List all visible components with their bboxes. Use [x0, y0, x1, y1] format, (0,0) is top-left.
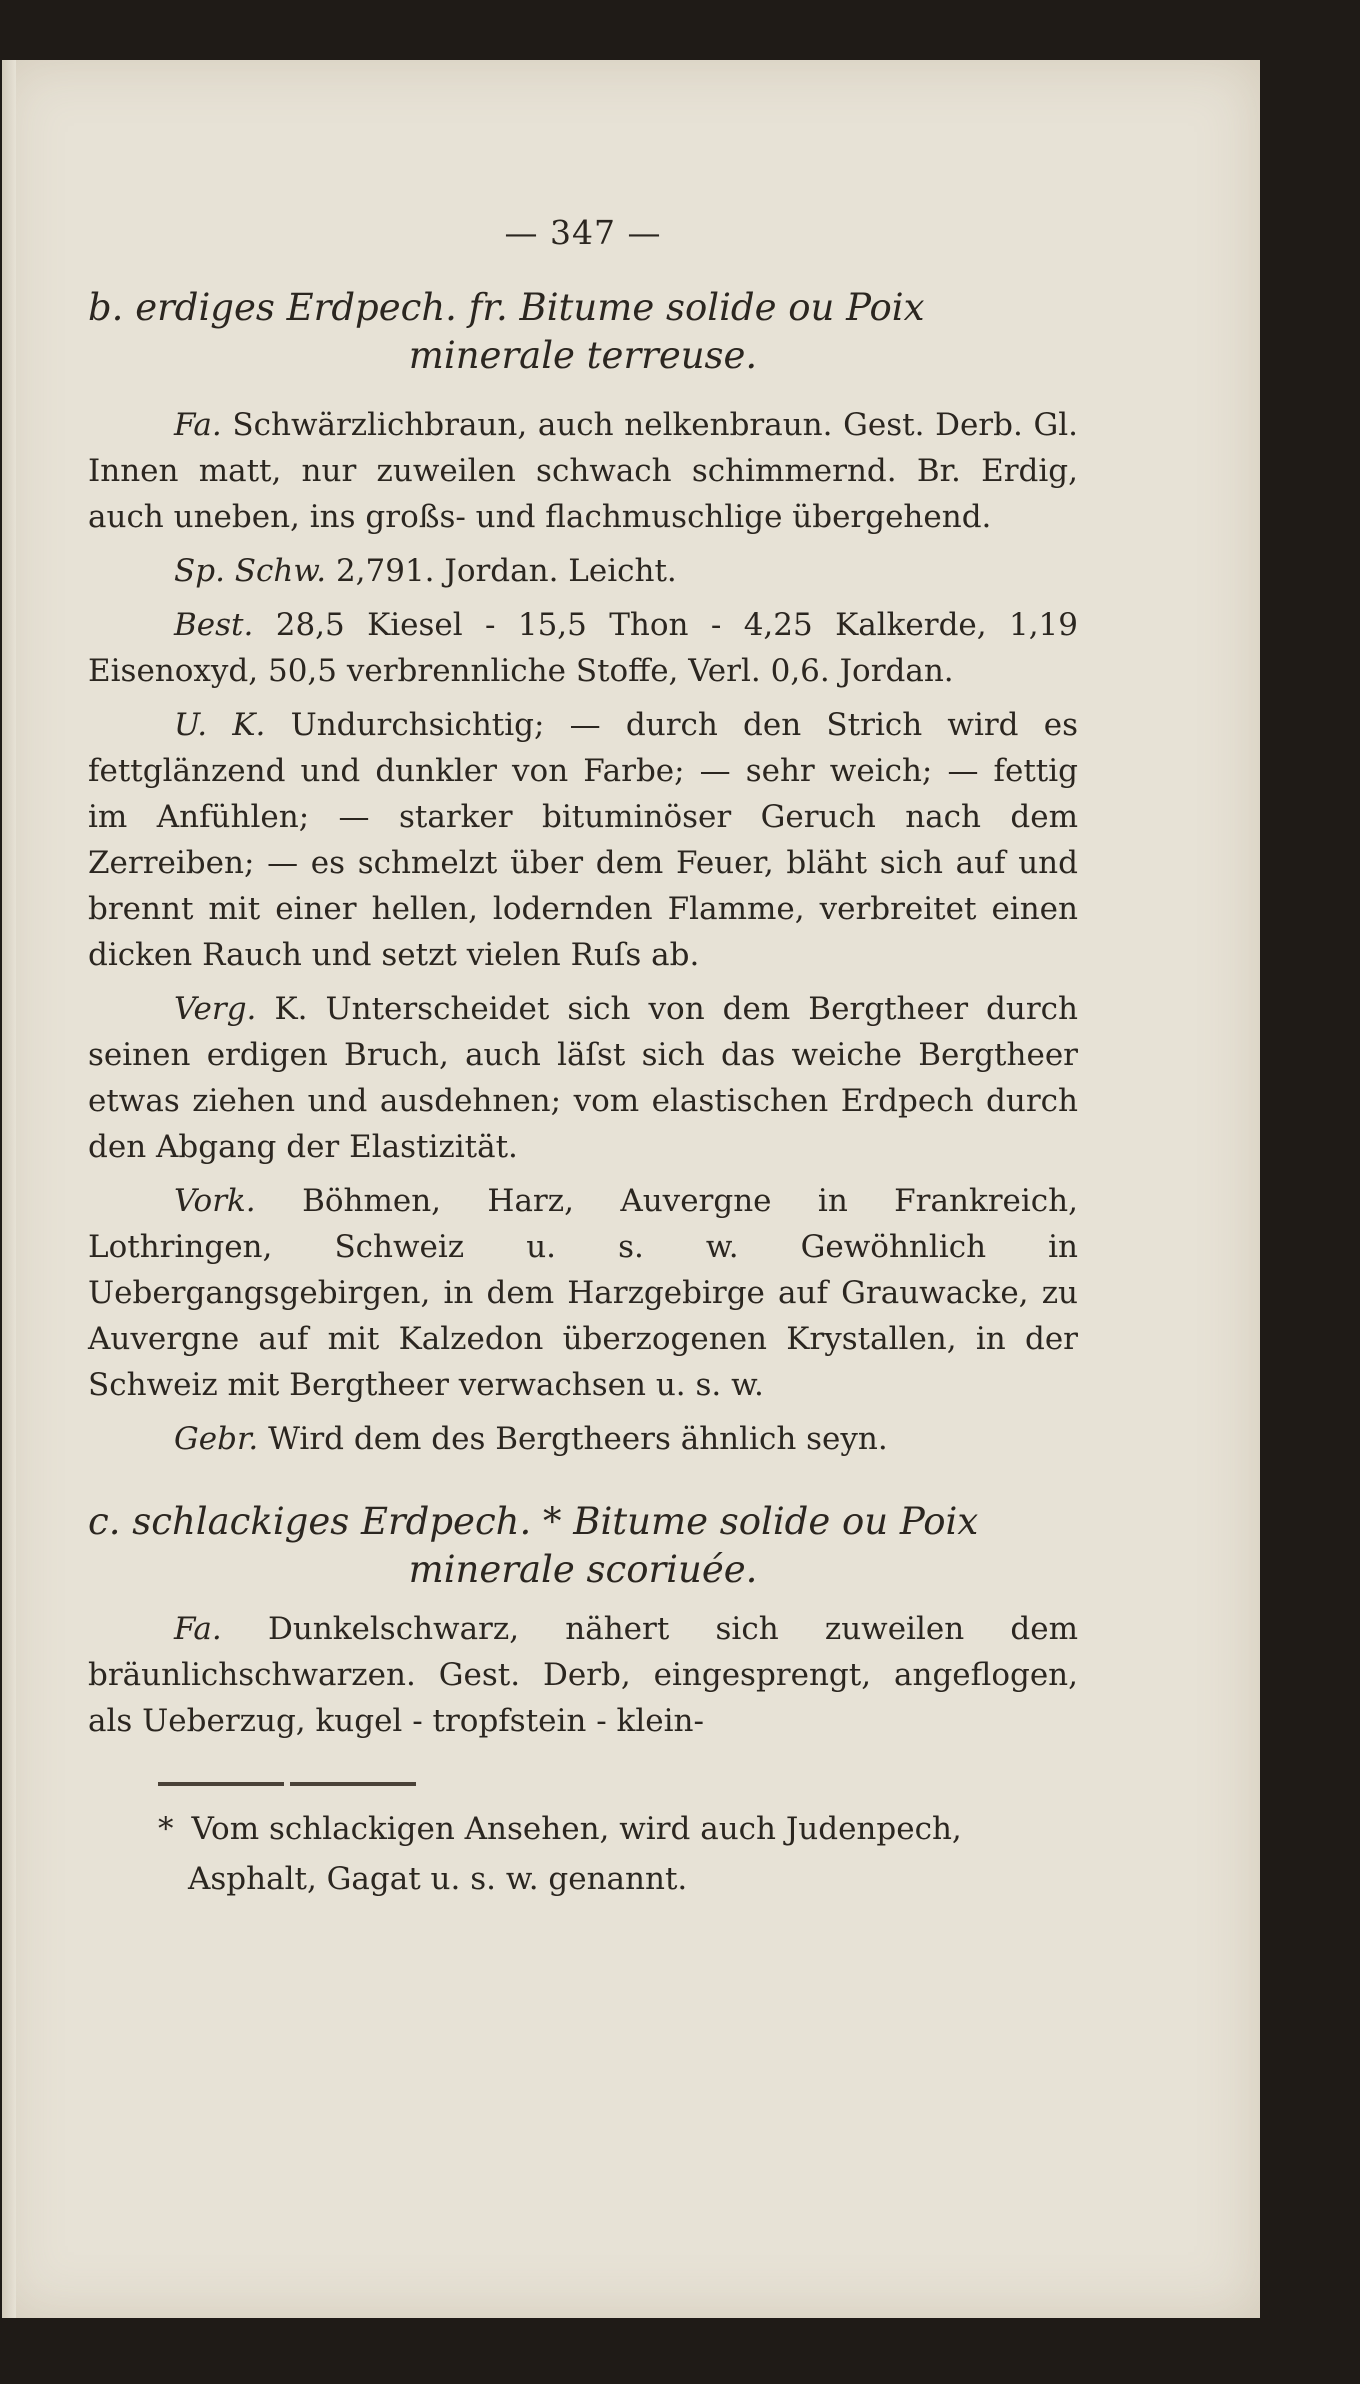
- section-c-title-line: c. schlackiges Erdpech. * Bitume solide ou Poix: [88, 1500, 979, 1543]
- para-text: K. Unterscheidet sich von dem Bergtheer durch seinen erdigen Bruch, auch läſst sich das weiche Bergtheer etwas ziehen und ausdehnen; vom elastischen Erdpech durch den Abgang der Elastizität.: [88, 991, 1078, 1165]
- section-b-title: [88, 284, 1078, 380]
- page-number: — 347 —: [504, 213, 662, 252]
- section-c-title: [88, 1498, 1078, 1594]
- abbr: Vork.: [174, 1183, 256, 1219]
- section-b-body: [88, 402, 1078, 1462]
- para-text: 2,791. Jordan. Leicht.: [335, 553, 677, 589]
- paragraph-b-3: [88, 602, 1078, 694]
- paragraph-b-7: [88, 1416, 1078, 1462]
- paragraph-c-1: [88, 1606, 1078, 1744]
- page-fold-shadow: [2, 60, 16, 2318]
- paragraph-b-6: [88, 1178, 1078, 1408]
- footnote-mark: *: [158, 1811, 174, 1847]
- para-text: Böhmen, Harz, Auvergne in Frankreich, Lothringen, Schweiz u. s. w. Gewöhnlich in Uebergangsgebirgen, in dem Harzgebirge auf Grauwacke, zu Auvergne auf mit Kalzedon überzogenen Krystallen, in der Schweiz mit Bergtheer verwachsen u. s. w.: [88, 1183, 1078, 1403]
- para-text: Wird dem des Bergtheers ähnlich seyn.: [268, 1421, 888, 1457]
- page-content: [88, 210, 1078, 1904]
- book-page: [2, 60, 1260, 2318]
- footnote-separator: [88, 1782, 1078, 1786]
- paragraph-b-5: [88, 986, 1078, 1170]
- paragraph-b-4: [88, 702, 1078, 978]
- abbr: U. K.: [174, 707, 266, 743]
- section-c-body: [88, 1606, 1078, 1744]
- abbr: Gebr.: [174, 1421, 259, 1457]
- footnote-line-1: Vom schlackigen Ansehen, wird auch Judenpech,: [191, 1811, 962, 1847]
- section-b-title-line: b. erdiges Erdpech. fr. Bitume solide ou Poix: [88, 286, 925, 329]
- footnote: [88, 1804, 1078, 1904]
- para-text: 28,5 Kiesel - 15,5 Thon - 4,25 Kalkerde, 1,19 Eisenoxyd, 50,5 verbrennliche Stoffe, Verl. 0,6. Jordan.: [88, 607, 1078, 689]
- para-text: Schwärzlichbraun, auch nelkenbraun. Gest. Derb. Gl. Innen matt, nur zuweilen schwach schimmernd. Br. Erdig, auch uneben, ins großs- und flachmuschlige übergehend.: [88, 407, 1078, 535]
- abbr: Fa.: [174, 407, 222, 443]
- abbr: Sp. Schw.: [174, 553, 327, 589]
- para-text: Dunkelschwarz, nähert sich zuweilen dem bräunlichschwarzen. Gest. Derb, eingesprengt, angeflogen, als Ueberzug, kugel - tropfstein - klein-: [88, 1611, 1078, 1739]
- abbr: Verg.: [174, 991, 257, 1027]
- paragraph-b-1: [88, 402, 1078, 540]
- para-text: Undurchsichtig; — durch den Strich wird es fettglänzend und dunkler von Farbe; — sehr weich; — fettig im Anfühlen; — starker bituminöser Geruch nach dem Zerreiben; — es schmelzt über dem Feuer, bläht sich auf und brennt mit einer hellen, lodernden Flamme, verbreitet einen dicken Rauch und setzt vielen Ruſs ab.: [88, 707, 1078, 973]
- footnote-line-2: Asphalt, Gagat u. s. w. genannt.: [188, 1861, 688, 1897]
- paragraph-b-2: [88, 548, 1078, 594]
- abbr: Best.: [174, 607, 254, 643]
- section-b-subtitle: minerale terreuse.: [408, 334, 758, 377]
- section-c-subtitle: minerale scoriuée.: [408, 1548, 758, 1591]
- abbr: Fa.: [174, 1611, 222, 1647]
